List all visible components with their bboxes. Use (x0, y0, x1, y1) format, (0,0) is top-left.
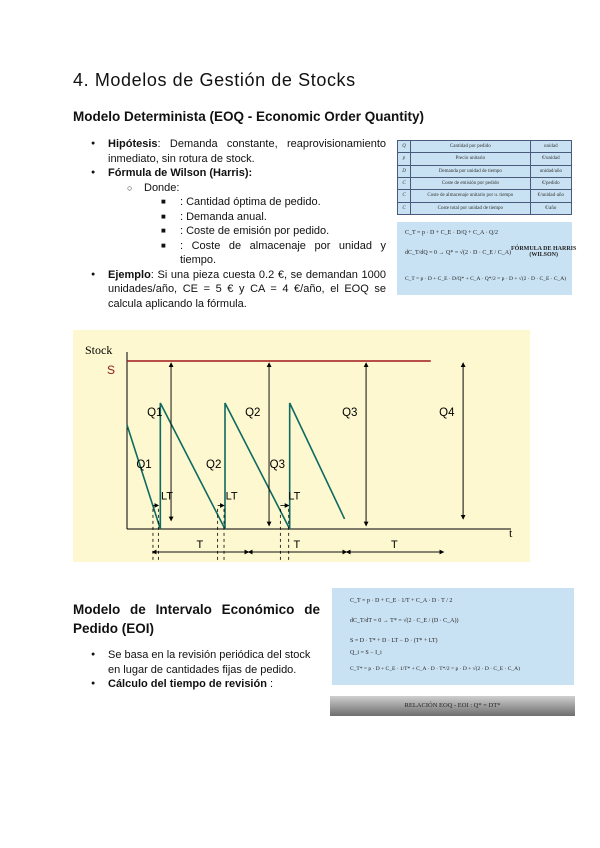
table-cell: D (398, 165, 411, 177)
section-heading-eoq: Modelo Determinista (EOQ - Economic Order Quantity) (73, 109, 425, 124)
q-label-mid: Q3 (269, 459, 286, 471)
eoq-bullet-list (73, 137, 386, 311)
list-item-eoi-base: ● Se basa en la revisión periódica del stock en lugar de cantidades fijas de pedido. (73, 648, 321, 677)
variables-table (397, 140, 572, 215)
list-item-wilson: ● Fórmula de Wilson (Harris): (73, 166, 386, 181)
table-cell: Coste de emisión por pedido (411, 177, 531, 189)
section-heading-eoi: Modelo de Intervalo Económico de Pedido (EOI) (73, 602, 320, 636)
period-label: T (293, 539, 301, 551)
wilson-formula-box (397, 222, 577, 295)
lt-label: LT (288, 490, 301, 503)
list-item-donde: ○ Donde: (73, 181, 386, 196)
list-item-q: ■ : Cantidad óptima de pedido. (73, 195, 386, 210)
table-cell: €/unidad (530, 153, 571, 165)
list-item-ca: ■ : Coste de almacenaje por unidad y tiempo. (73, 239, 386, 268)
q-label-top: Q2 (245, 407, 261, 419)
stock-chart (73, 330, 530, 562)
page-title: 4. Modelos de Gestión de Stocks (73, 70, 356, 90)
formula-ctstar: C_T = p · D + C_E · D/Q* + C_A · Q*/2 = p · D + √(2 · D · C_E · C_A) (405, 276, 567, 282)
table-cell: Q (398, 141, 411, 153)
stock-series-line (127, 403, 345, 529)
eoi-formula-ct: C_T = p · D + C_E · 1/T + C_A · D · T / 2 (350, 598, 453, 604)
list-item-d: ■ : Demanda anual. (73, 210, 386, 225)
table-row (398, 202, 572, 214)
table-cell: Coste de almacenaje unitario por u. tiempo (411, 190, 531, 202)
table-row (398, 177, 572, 189)
period-label: T (196, 539, 204, 551)
x-axis-label: t (509, 526, 513, 540)
q-label-top: Q1 (147, 407, 163, 419)
table-row (398, 190, 572, 202)
relacion-eoq-eoi-bar: RELACIÓN EOQ - EOI : Q* = DT* (330, 696, 575, 716)
table-cell: p (398, 153, 411, 165)
table-cell: Demanda por unidad de tiempo (411, 165, 531, 177)
eoi-formula-tstar: dC_T/dT = 0 → T* = √(2 · C_E / (D · C_A)) (350, 618, 459, 624)
table-cell: €/unidad·año (530, 190, 571, 202)
table-cell: Coste total por unidad de tiempo (411, 202, 531, 214)
list-item-hipotesis: ● Hipótesis: Demanda constante, reaprovisionamiento inmediato, sin rotura de stock. (73, 137, 386, 166)
table-cell: Cantidad por pedido (411, 141, 531, 153)
q-label-top: Q3 (342, 407, 358, 419)
table-row (398, 153, 572, 165)
q-label-top: Q4 (439, 407, 455, 419)
table-cell: Precio unitario (411, 153, 531, 165)
eoi-formula-ctstar: C_T* = p · D + C_E · 1/T* + C_A · D · T*/2 = p · D + √(2 · D · C_E · C_A) (350, 666, 520, 672)
table-cell: €/pedido (530, 177, 571, 189)
table-cell: €/año (530, 202, 571, 214)
eoi-formula-box (332, 588, 574, 685)
table-row (398, 165, 572, 177)
table-cell: C (398, 177, 411, 189)
list-item-ce: ■ : Coste de emisión por pedido. (73, 224, 386, 239)
table-cell: unidad/año (530, 165, 571, 177)
lt-label: LT (160, 490, 173, 503)
table-cell: C (398, 202, 411, 214)
harris-title: FÓRMULA DE HARRIS (WILSON) (511, 246, 577, 258)
formula-ct: C_T = p · D + C_E · D/Q + C_A · Q/2 (405, 230, 499, 236)
table-cell: unidad (530, 141, 571, 153)
y-axis-label: Stock (85, 343, 113, 357)
eoi-bullet-list (73, 648, 321, 692)
s-level-label: S (107, 363, 116, 377)
lt-label: LT (225, 490, 238, 503)
period-label: T (391, 539, 398, 551)
eoi-formula-qi: Q_i = S − I_i (350, 650, 382, 656)
eoi-formula-s: S = D · T* + D · LT − D · (T* + LT) (350, 638, 438, 644)
table-row (398, 141, 572, 153)
q-label-mid: Q2 (206, 459, 222, 471)
q-label-mid: Q1 (136, 459, 152, 471)
stock-chart-svg (73, 330, 530, 562)
list-item-eoi-calculo: ● Cálculo del tiempo de revisión : (73, 677, 321, 692)
list-item-ejemplo: ● Ejemplo: Si una pieza cuesta 0.2 €, se demandan 1000 unidades/año, CE = 5 € y CA = 4 €/año, el EOQ se calcula aplicando la fórmula. (73, 268, 386, 312)
table-cell: C (398, 190, 411, 202)
formula-qstar: dC_T/dQ = 0 → Q* = √(2 · D · C_E / C_A) (405, 250, 512, 256)
